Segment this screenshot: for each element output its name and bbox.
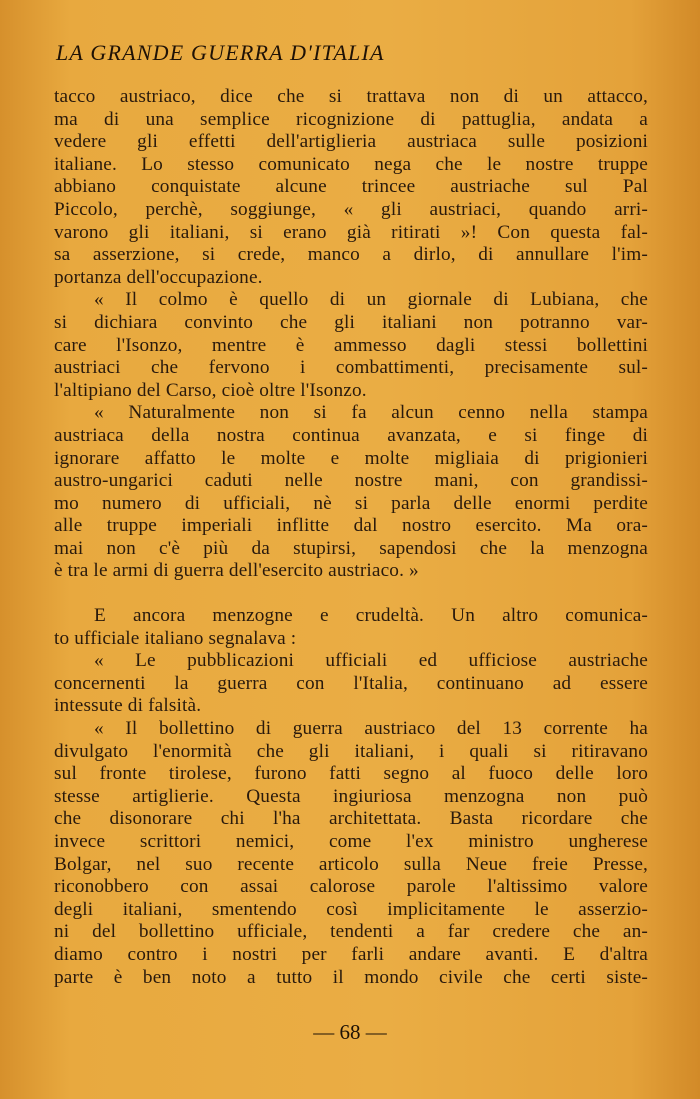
text-line: mo numero di ufficiali, nè si parla delle enormi perdite <box>54 492 648 514</box>
text-line: vedere gli effetti dell'artiglieria austriaca sulle posizioni <box>54 131 648 153</box>
page-number: — 68 — <box>313 1020 387 1044</box>
text-line: è tra le armi di guerra dell'esercito austriaco. » <box>54 560 419 582</box>
text-line: degli italiani, smentendo così implicitamente le asserzio- <box>54 898 648 920</box>
text-line: alle truppe imperiali inflitte dal nostro esercito. Ma ora- <box>54 515 648 537</box>
text-line: « Il bollettino di guerra austriaco del 13 corrente ha <box>94 718 648 740</box>
text-line: care l'Isonzo, mentre è ammesso dagli stessi bollettini <box>54 334 648 356</box>
text-line: mai non c'è più da stupirsi, sapendosi che la menzogna <box>54 537 648 559</box>
text-line: austriaca della nostra continua avanzata, e si finge di <box>54 424 648 446</box>
text-line: riconobbero con assai calorose parole l'altissimo valore <box>54 876 648 898</box>
text-line: tacco austriaco, dice che si trattava non di un attacco, <box>54 86 648 107</box>
text-line: Piccolo, perchè, soggiunge, « gli austriaci, quando arri- <box>54 198 648 220</box>
text-line: austriaci che fervono i combattimenti, precisamente sul- <box>54 357 648 379</box>
text-line: ni del bollettino ufficiale, tendenti a far credere che an- <box>54 921 648 943</box>
text-line: sul fronte tirolese, furono fatti segno al fuoco delle loro <box>54 763 648 785</box>
text-line: abbiano conquistate alcune trincee austriache sul Pal <box>54 176 648 198</box>
text-line: varono gli italiani, si erano già ritirati »! Con questa fal- <box>54 221 648 243</box>
text-line: diamo contro i nostri per farli andare avanti. E d'altra <box>54 943 648 965</box>
text-line: divulgato l'enormità che gli italiani, i quali si ritiravano <box>54 740 648 762</box>
text-line: stesse artiglierie. Questa ingiuriosa menzogna non può <box>54 785 648 807</box>
text-line: sa asserzione, si crede, manco a dirlo, di annullare l'im- <box>54 244 648 266</box>
text-line: E ancora menzogne e crudeltà. Un altro comunica- <box>94 605 648 627</box>
text-line: l'altipiano del Carso, cioè oltre l'Isonzo. <box>54 379 367 401</box>
text-line: ma di una semplice ricognizione di pattuglia, andata a <box>54 108 648 130</box>
text-line: portanza dell'occupazione. <box>54 266 263 288</box>
text-line: ignorare affatto le molte e molte migliaia di prigionieri <box>54 447 648 469</box>
text-line: austro-ungarici caduti nelle nostre mani, con grandissi- <box>54 470 648 492</box>
text-line: parte è ben noto a tutto il mondo civile che certi siste- <box>54 966 648 988</box>
text-line: « Naturalmente non si fa alcun cenno nella stampa <box>94 402 648 424</box>
text-line: intessute di falsità. <box>54 695 202 717</box>
text-line: invece scrittori nemici, come l'ex ministro ungherese <box>54 831 648 852</box>
text-line: to ufficiale italiano segnalava : <box>54 627 297 649</box>
text-line: italiane. Lo stesso comunicato nega che le nostre truppe <box>54 153 648 175</box>
running-head: LA GRANDE GUERRA D'ITALIA <box>56 40 385 65</box>
text-line: « Il colmo è quello di un giornale di Lubiana, che <box>94 289 648 311</box>
text-line: Bolgar, nel suo recente articolo sulla Neue freie Presse, <box>54 853 648 875</box>
text-line: che disonorare chi l'ha architettata. Basta ricordare che <box>54 808 648 830</box>
body-text <box>54 86 648 989</box>
text-line: concernenti la guerra con l'Italia, continuano ad essere <box>54 672 648 694</box>
text-line: « Le pubblicazioni ufficiali ed ufficiose austriache <box>94 650 648 672</box>
text-line: si dichiara convinto che gli italiani non potranno var- <box>54 311 648 333</box>
